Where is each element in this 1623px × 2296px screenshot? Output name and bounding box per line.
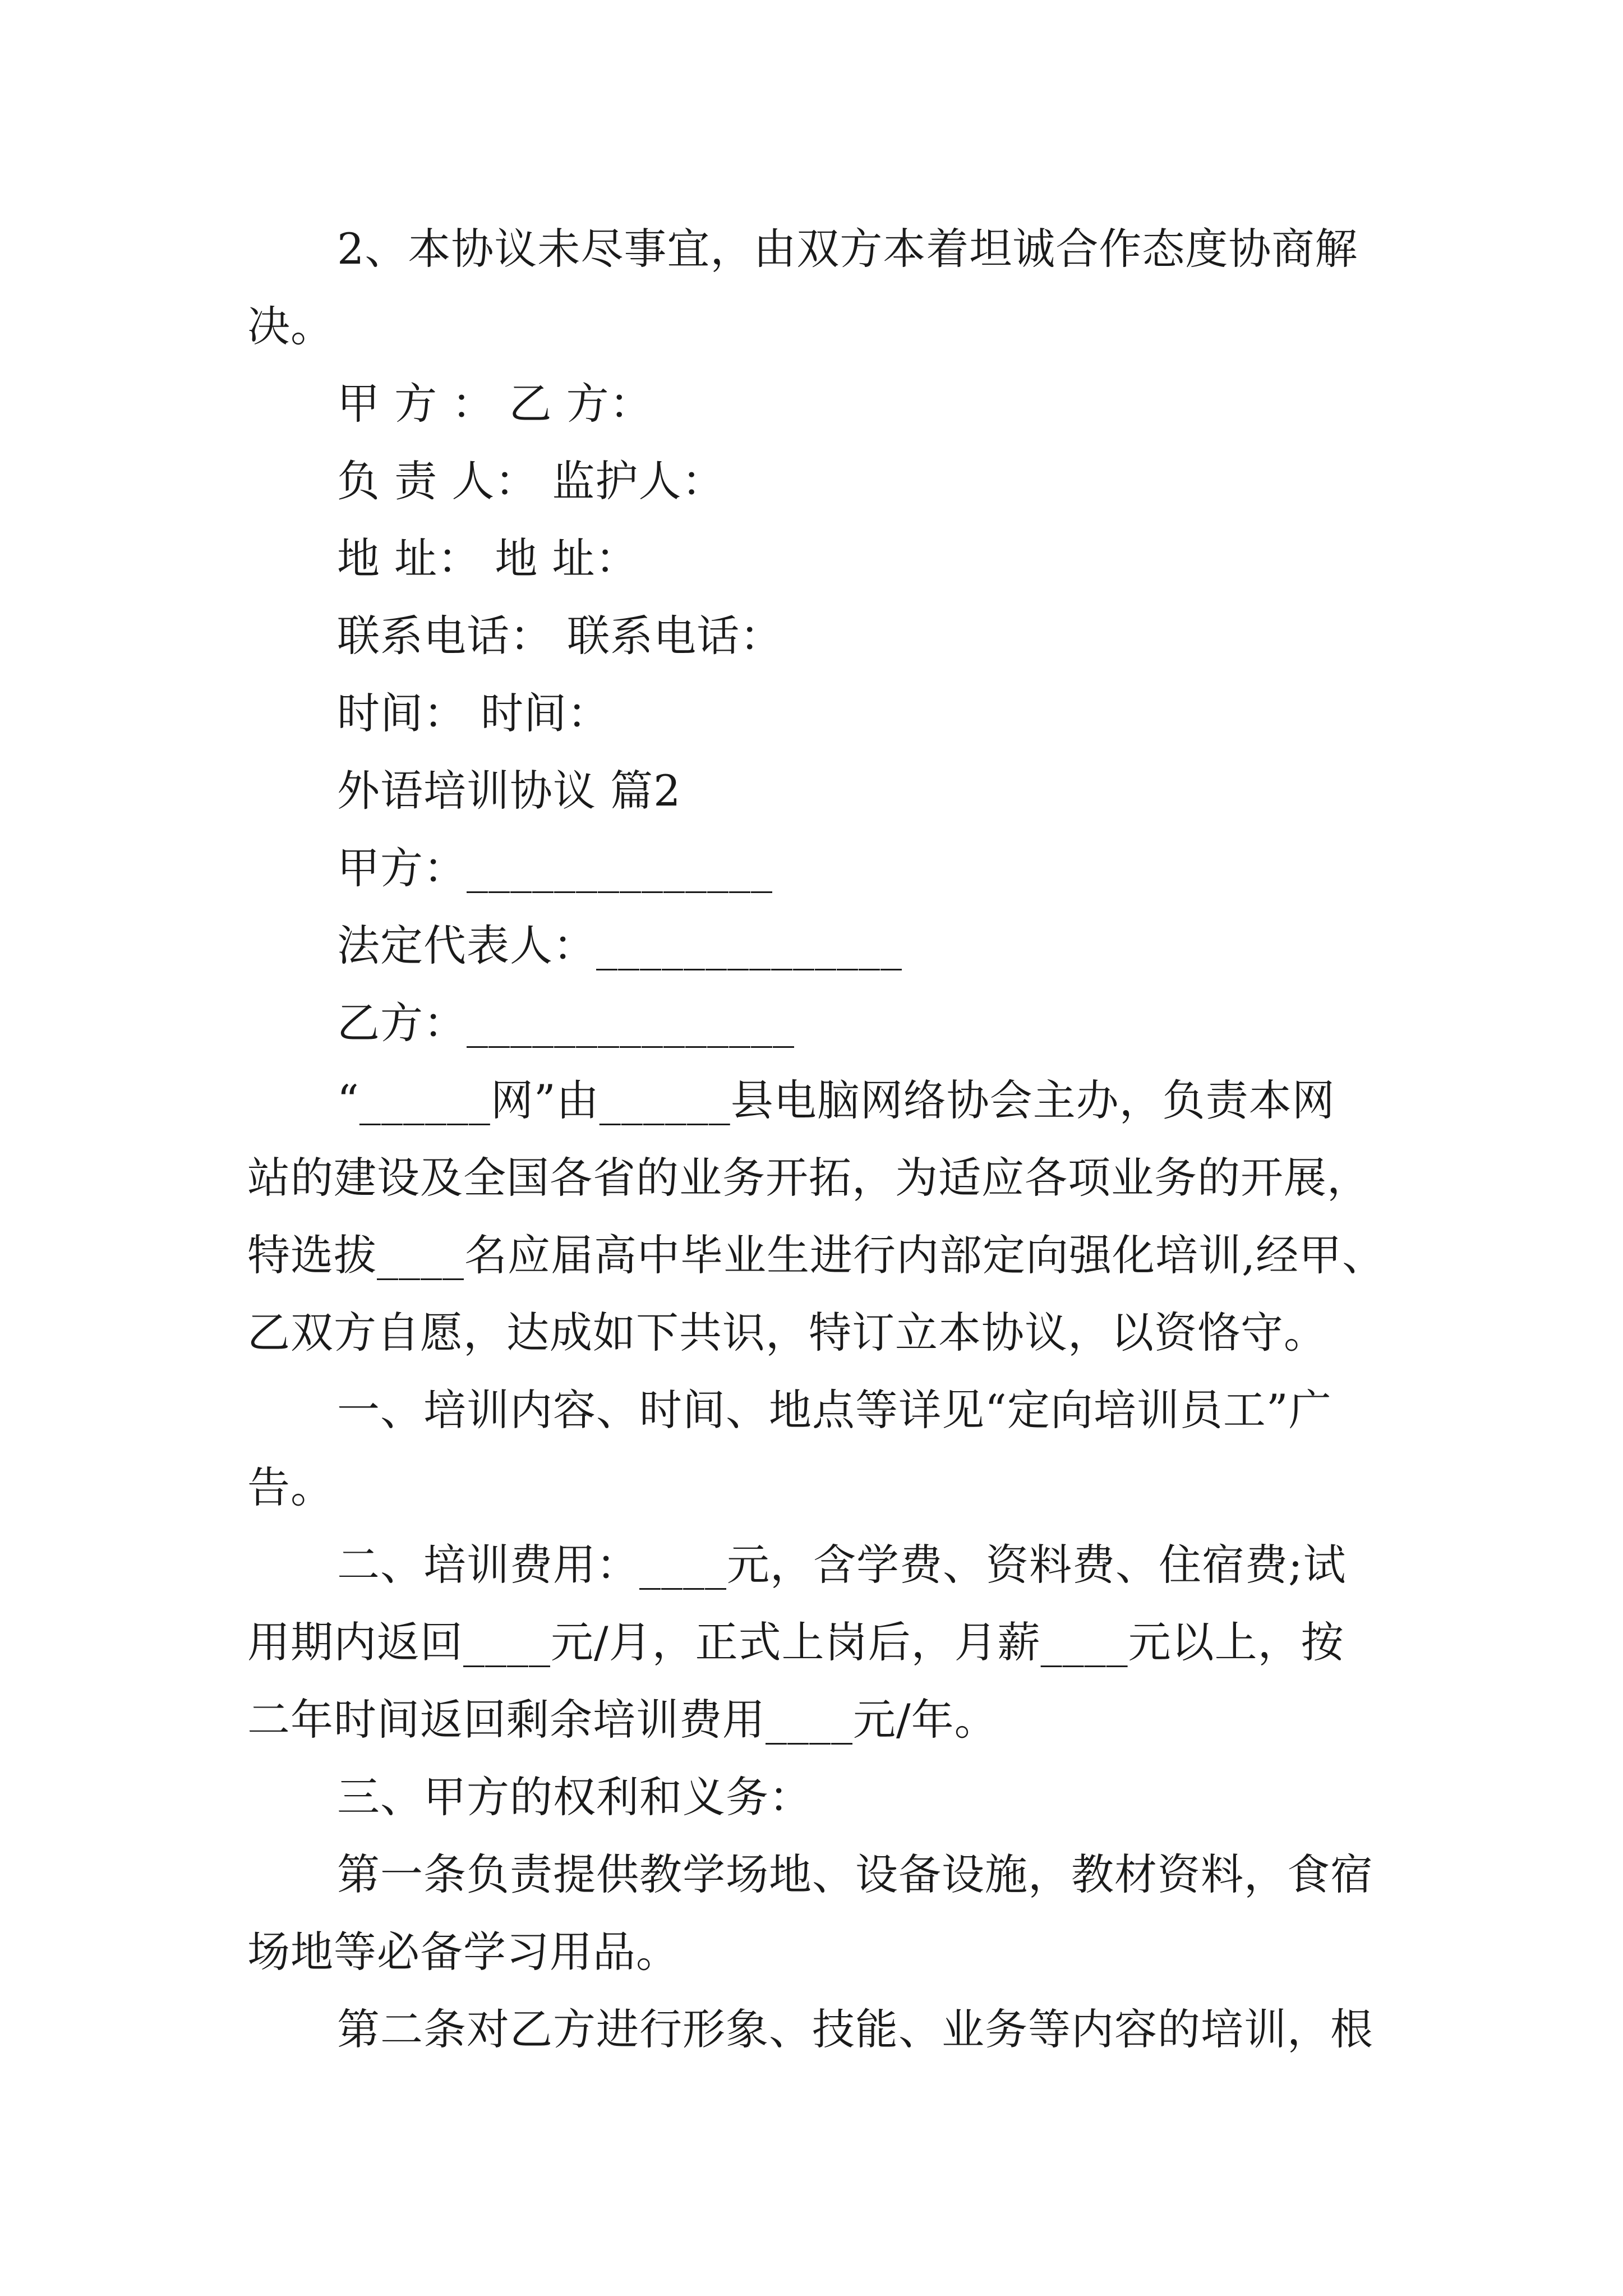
paragraph-line: 特选拔____名应届高中毕业生进行内部定向强化培训,经甲、: [247, 1230, 1386, 1280]
signature-responsible-line: 负 责 人： 监护人：: [337, 456, 725, 506]
signature-date-line: 时间： 时间：: [337, 688, 611, 738]
clause-line: 第一条负责提供教学场地、设备设施，教材资料，食宿: [337, 1849, 1373, 1899]
clause-line: 用期内返回____元/月，正式上岗后，月薪____元以上，按: [247, 1617, 1344, 1667]
clause-line: 场地等必备学习用品。: [247, 1927, 679, 1977]
paragraph-line: 站的建设及全国各省的业务开拓，为适应各项业务的开展，: [247, 1153, 1370, 1203]
document-body: [247, 210, 1386, 2068]
clause-line: 二年时间返回剩余培训费用____元/年。: [247, 1695, 998, 1745]
signature-phone-line: 联系电话： 联系电话：: [337, 611, 783, 661]
clause-line: 一、培训内容、时间、地点等详见“定向培训员工”广: [337, 1385, 1332, 1435]
paragraph-line: 决。: [247, 301, 334, 351]
signature-address-line: 地 址： 地 址：: [337, 533, 639, 583]
party-a-field: 甲方：______________: [337, 843, 773, 893]
clause-line: 告。: [247, 1462, 334, 1512]
clause-line: 二、培训费用：____元，含学费、资料费、住宿费;试: [337, 1540, 1347, 1590]
party-b-field: 乙方：_______________: [337, 998, 795, 1048]
clause-line: 第二条对乙方进行形象、技能、业务等内容的培训，根: [337, 2004, 1373, 2054]
paragraph-line: 2、本协议未尽事宜，由双方本着坦诚合作态度协商解: [337, 224, 1358, 274]
clause-heading: 三、甲方的权利和义务：: [337, 1772, 812, 1822]
paragraph-line: “______网”由______县电脑网络协会主办，负责本网: [337, 1075, 1335, 1125]
paragraph-line: 乙双方自愿，达成如下共识，特订立本协议，以资恪守。: [247, 1308, 1327, 1358]
legal-representative-field: 法定代表人：______________: [337, 921, 902, 970]
section-title: 外语培训协议 篇2: [337, 766, 681, 816]
signature-party-line: 甲 方 ： 乙 方：: [337, 379, 653, 429]
